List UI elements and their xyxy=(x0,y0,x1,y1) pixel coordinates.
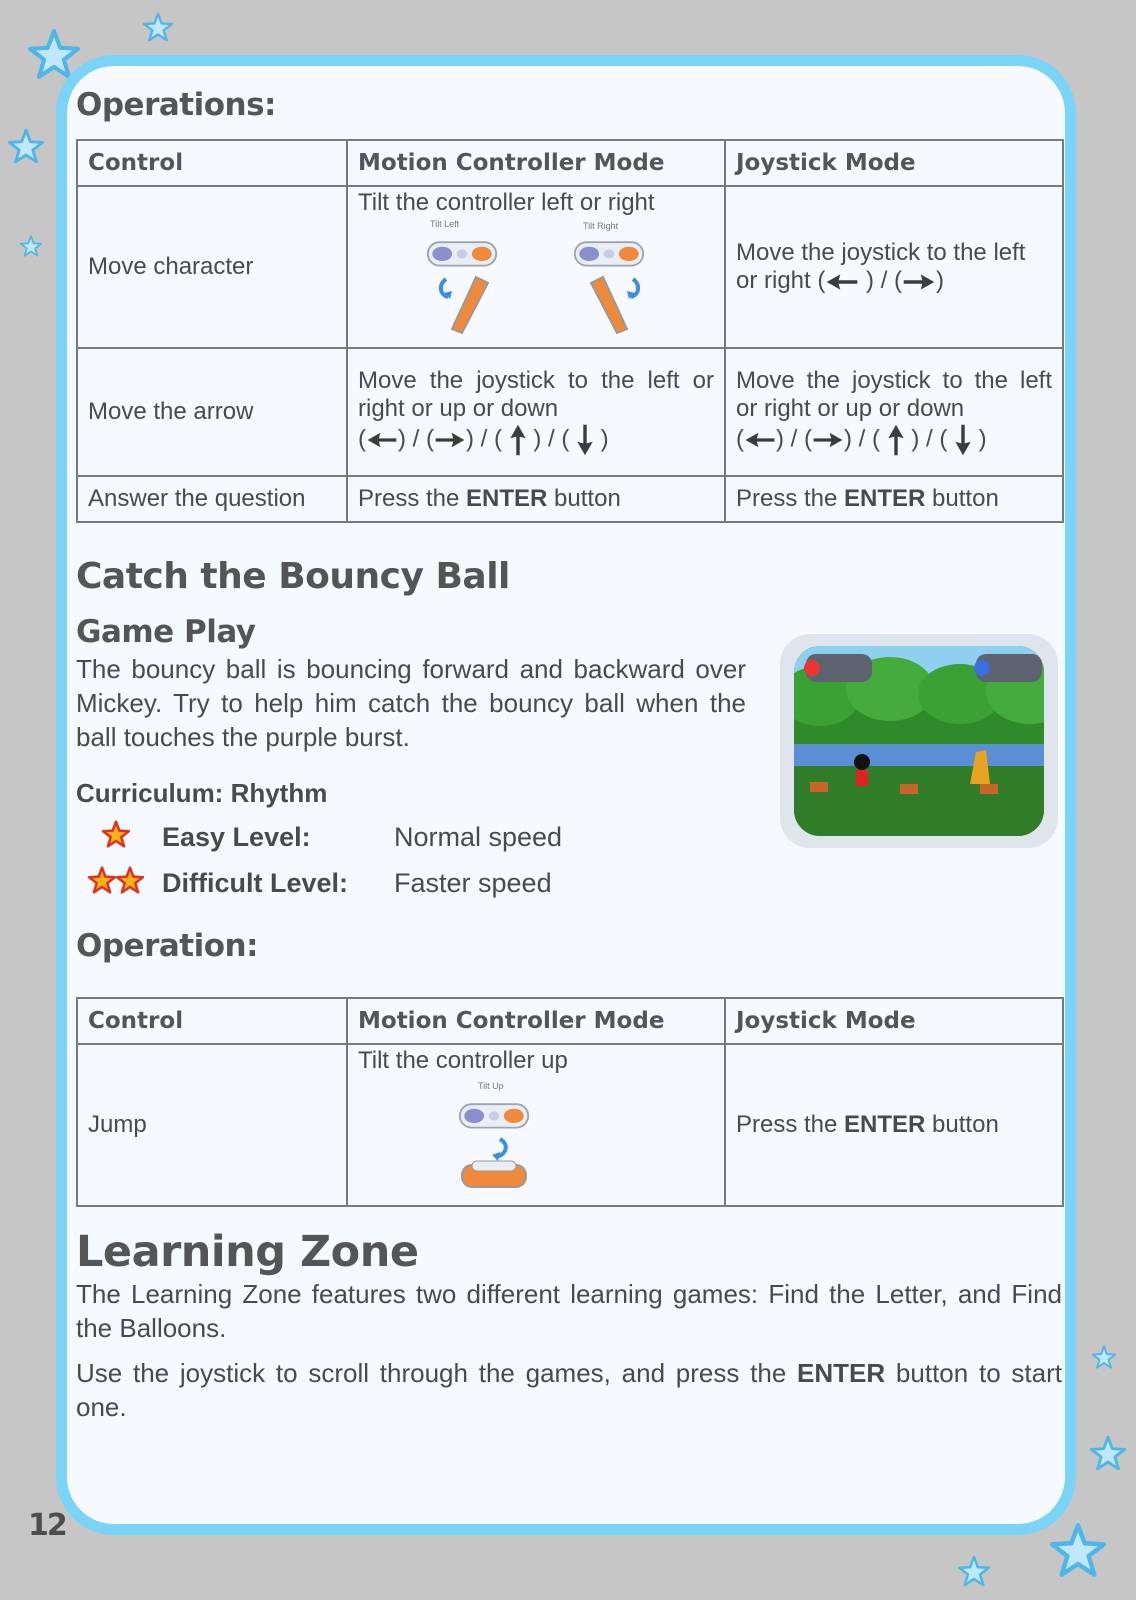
control-cell: Move the arrow xyxy=(77,348,347,476)
motion-text: Tilt the controller up xyxy=(358,1047,568,1074)
star-icon xyxy=(102,820,130,848)
level-difficult xyxy=(76,868,676,908)
enter-key-label: ENTER xyxy=(844,1111,926,1138)
down-arrow-icon xyxy=(576,423,594,457)
up-arrow-icon xyxy=(887,423,905,457)
table-row xyxy=(77,476,1063,522)
star-icon xyxy=(88,866,116,894)
right-arrow-icon xyxy=(902,271,936,293)
right-arrow-icon xyxy=(434,429,466,451)
enter-key-label: ENTER xyxy=(466,485,548,512)
down-arrow-icon xyxy=(954,423,972,457)
column-header: Joystick Mode xyxy=(725,998,1063,1044)
column-header: Joystick Mode xyxy=(725,140,1063,186)
joystick-text: button xyxy=(925,485,999,512)
table-header-row xyxy=(77,140,1063,186)
motion-text: Tilt the controller left or right xyxy=(358,189,655,216)
motion-cell xyxy=(347,186,725,348)
column-header: Control xyxy=(77,140,347,186)
up-arrow-icon xyxy=(509,423,527,457)
star-icon xyxy=(1092,1345,1116,1369)
column-header: Control xyxy=(77,998,347,1044)
tilt-left-controller-icon xyxy=(436,273,496,337)
level-easy xyxy=(76,822,676,862)
joystick-cell xyxy=(725,1044,1063,1206)
right-arrow-icon xyxy=(812,429,844,451)
motion-text: Press the xyxy=(358,485,467,512)
star-icon xyxy=(20,235,42,257)
curriculum-label: Curriculum: Rhythm xyxy=(76,778,328,808)
controller-icon xyxy=(426,235,498,271)
page-number: 12 xyxy=(28,1508,66,1543)
tilt-right-label: Tilt Right xyxy=(583,221,619,231)
joystick-cell xyxy=(725,476,1063,522)
table-row xyxy=(77,348,1063,476)
joystick-cell xyxy=(725,348,1063,476)
joystick-text: Press the xyxy=(736,1111,845,1138)
joystick-text: Move the joystick to the left or right ( xyxy=(736,239,1026,294)
table-row xyxy=(77,1044,1063,1206)
arrow-sequence: ( ) / ( ) / ( ) / ( ) xyxy=(358,423,714,457)
tilt-up-controller-icon xyxy=(458,1135,530,1193)
star-icon xyxy=(143,12,173,42)
motion-text: button xyxy=(547,485,621,512)
tilt-left-label: Tilt Left xyxy=(430,219,460,229)
star-icon xyxy=(1090,1435,1126,1471)
instruction-text: button to start one. xyxy=(76,1358,1062,1422)
table-header-row xyxy=(77,998,1063,1044)
level-value: Faster speed xyxy=(394,868,552,898)
joystick-text: button xyxy=(925,1111,999,1138)
instruction-text: Use the joystick to scroll through the games, and press the xyxy=(76,1358,798,1388)
control-cell: Move character xyxy=(77,186,347,348)
column-header: Motion Controller Mode xyxy=(347,998,725,1044)
left-arrow-icon xyxy=(825,271,859,293)
controller-icon xyxy=(573,235,645,271)
motion-text: Move the joystick to the left or right or up or down xyxy=(358,367,714,422)
game-play-heading: Game Play xyxy=(76,614,256,650)
controller-icon xyxy=(458,1097,530,1133)
game-scene-image xyxy=(780,634,1058,848)
game-play-paragraph: The bouncy ball is bouncing forward and backward over Mickey. Try to help him catch the bouncy ball when the ball touches the purple burst. xyxy=(76,654,746,752)
joystick-cell: Move the joystick to the left or right ( ) / ( ) xyxy=(725,186,1063,348)
level-label: Easy Level: xyxy=(162,822,311,852)
level-value: Normal speed xyxy=(394,822,563,852)
operation-heading: Operation: xyxy=(76,928,258,964)
column-header: Motion Controller Mode xyxy=(347,140,725,186)
operation-table xyxy=(76,997,1064,1207)
motion-cell xyxy=(347,348,725,476)
learning-zone-paragraph: The Learning Zone features two different learning games: Find the Letter, and Find the Balloons. xyxy=(76,1279,1062,1343)
tilt-up-label: Tilt Up xyxy=(478,1081,504,1091)
level-label: Difficult Level: xyxy=(162,868,349,898)
enter-key-label: ENTER xyxy=(797,1358,886,1388)
enter-key-label: ENTER xyxy=(844,485,926,512)
section-title: Catch the Bouncy Ball xyxy=(76,556,510,597)
motion-cell xyxy=(347,1044,725,1206)
arrow-sequence: ( ) / ( ) / ( ) / ( ) xyxy=(736,423,1052,457)
operations-table xyxy=(76,139,1064,523)
left-arrow-icon xyxy=(366,429,398,451)
control-cell: Jump xyxy=(77,1044,347,1206)
tilt-illustrations xyxy=(358,217,714,347)
star-icon xyxy=(116,866,144,894)
star-icon xyxy=(8,128,44,164)
joystick-text: Move the joystick to the left or right or up or down xyxy=(736,367,1052,422)
learning-zone-heading: Learning Zone xyxy=(76,1227,419,1277)
tilt-illustrations xyxy=(358,1075,714,1205)
table-row xyxy=(77,186,1063,348)
operations-heading: Operations: xyxy=(76,87,276,123)
star-icon xyxy=(1050,1522,1106,1578)
learning-zone-instructions xyxy=(76,1356,1062,1424)
left-arrow-icon xyxy=(744,429,776,451)
joystick-text: Press the xyxy=(736,485,845,512)
game-screenshot xyxy=(780,634,1058,848)
control-cell: Answer the question xyxy=(77,476,347,522)
tilt-right-controller-icon xyxy=(583,273,643,337)
star-icon xyxy=(958,1555,990,1587)
motion-cell xyxy=(347,476,725,522)
